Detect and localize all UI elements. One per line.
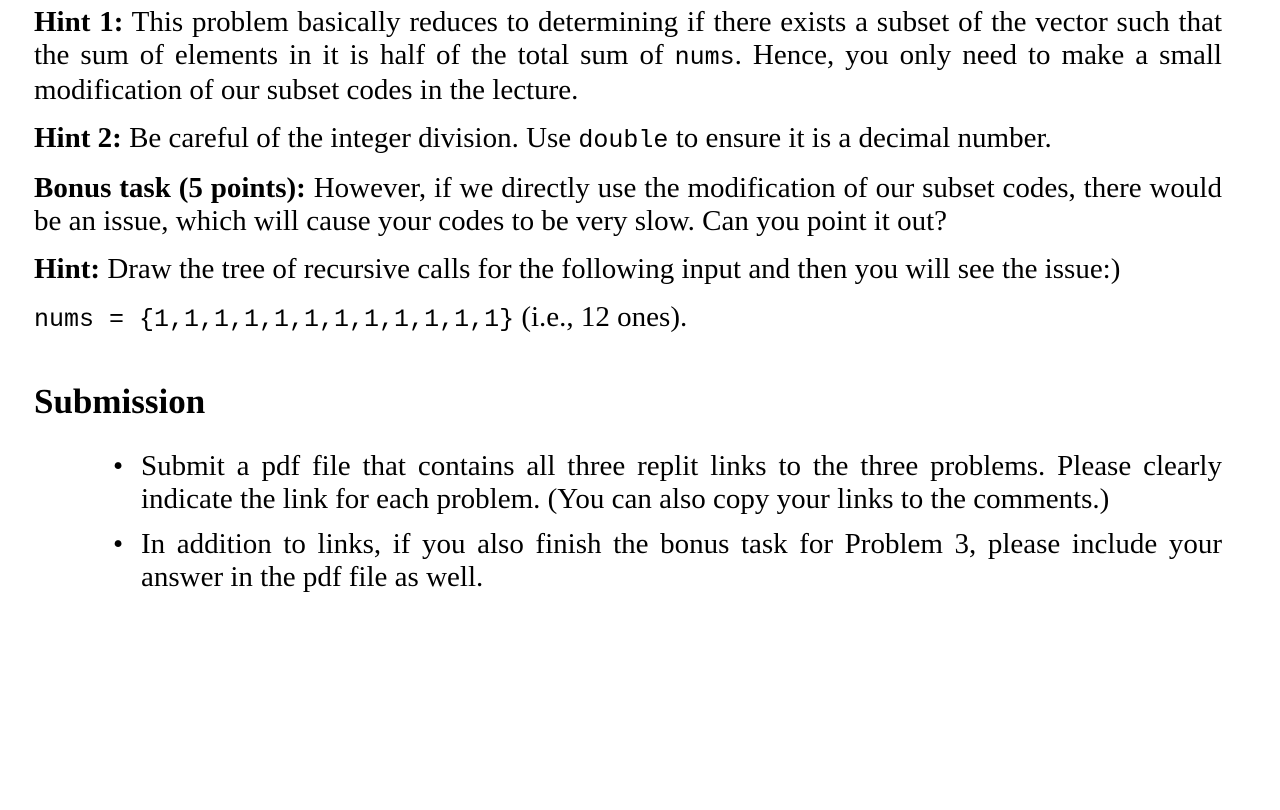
hint-2-code: double (578, 126, 669, 155)
example-paragraph (34, 301, 1222, 336)
bonus-text: However, if we directly use the modification of our subset codes, there would be an issue, which will cause your codes to be very slow. Can you point it out? (34, 172, 1222, 237)
bullet-icon: • (113, 450, 124, 482)
hint-2-paragraph (34, 122, 1222, 157)
hint-1-text-b: . Hence, you only need to make a small modification of our subset codes in the lecture. (34, 39, 1222, 106)
list-item (113, 450, 1222, 516)
document-page (34, 6, 1222, 606)
submission-heading: Submission (34, 382, 206, 421)
example-text: (i.e., 12 ones). (514, 301, 688, 333)
hint-1-code: nums (674, 43, 735, 72)
hint-1-paragraph (34, 6, 1222, 107)
hint-3-paragraph (34, 253, 1222, 286)
hint-2-text-a: Be careful of the integer division. Use (121, 122, 579, 154)
hint-1-label: Hint 1: (34, 6, 124, 38)
bonus-label: Bonus task (5 points): (34, 172, 306, 204)
example-code: nums = {1,1,1,1,1,1,1,1,1,1,1,1} (34, 305, 515, 334)
list-item-text: Submit a pdf file that contains all three replit links to the three problems. Please clearly indicate the link for each problem. (You can also copy your links to the comments.) (141, 450, 1222, 515)
bonus-paragraph (34, 172, 1222, 238)
submission-list (34, 450, 1222, 594)
bullet-icon: • (113, 528, 124, 560)
list-item-text: In addition to links, if you also finish the bonus task for Problem 3, please include your answer in the pdf file as well. (141, 528, 1222, 593)
hint-2-text-b: to ensure it is a decimal number. (668, 122, 1052, 154)
hint-3-label: Hint: (34, 253, 101, 285)
hint-2-label: Hint 2: (34, 122, 122, 154)
list-item (113, 528, 1222, 594)
hint-3-text: Draw the tree of recursive calls for the following input and then you will see the issue:) (100, 253, 1121, 285)
hint-1-text-a: This problem basically reduces to determining if there exists a subset of the vector such that the sum of elements in it is half of the total sum of (34, 6, 1223, 71)
